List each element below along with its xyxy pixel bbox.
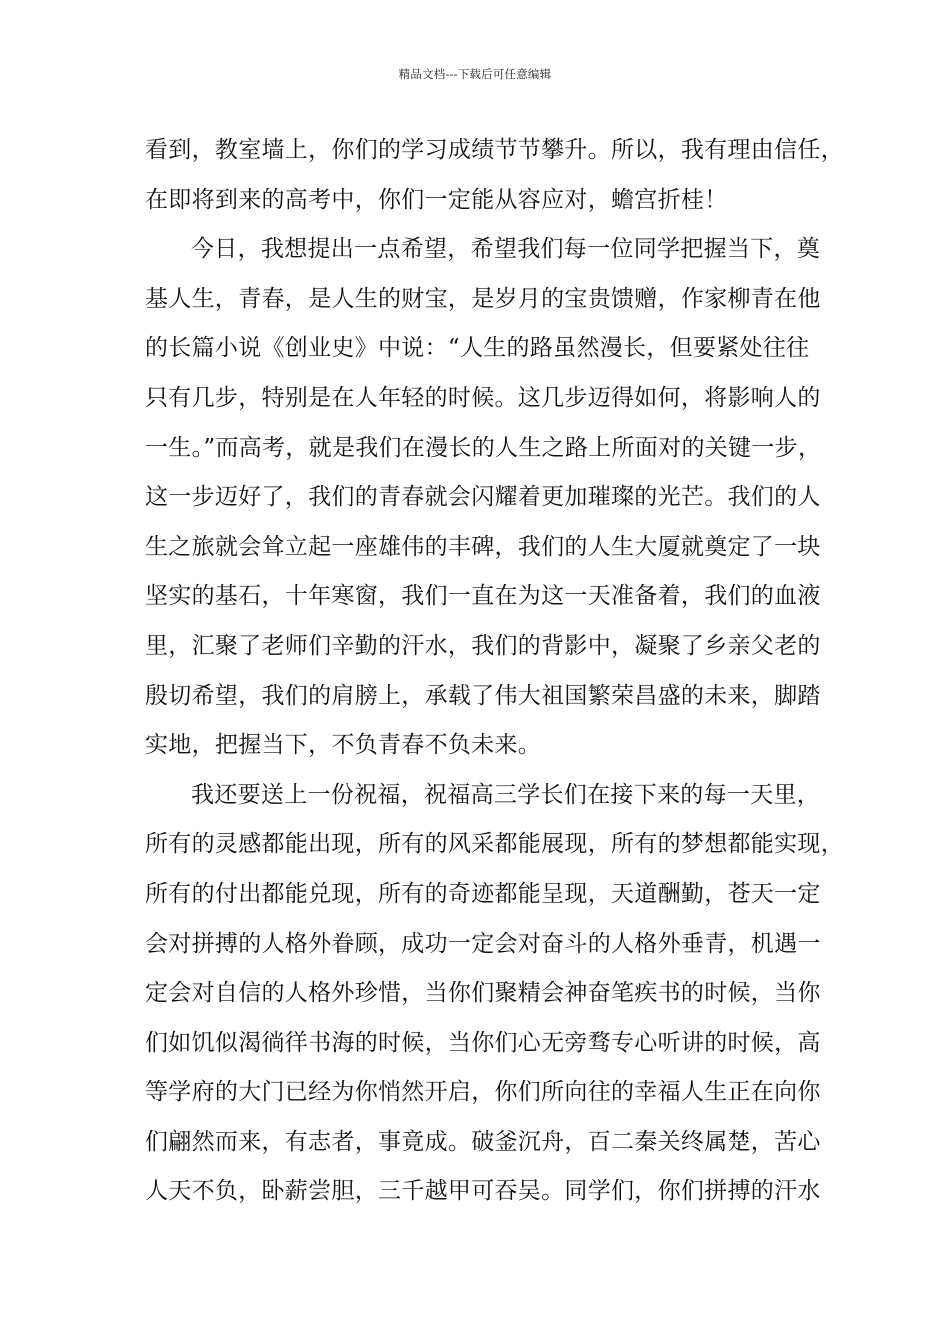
text-line: 生之旅就会耸立起一座雄伟的丰碑，我们的人生大厦就奠定了一块 <box>145 533 821 560</box>
text-line: 们翩然而来，有志者，事竟成。破釜沉舟，百二秦关终属楚，苦心 <box>145 1128 821 1155</box>
text-line: 实地，把握当下，不负青春不负未来。 <box>145 732 542 759</box>
text-line: 殷切希望，我们的肩膀上，承载了伟大祖国繁荣昌盛的未来，脚踏 <box>145 682 821 709</box>
page-header: 精品文档---下载后可任意编辑 <box>398 67 552 81</box>
text-line: 们如饥似渴徜徉书海的时候，当你们心无旁骛专心听讲的时候，高 <box>145 1029 821 1056</box>
paragraph-start-line: 我还要送上一份祝福，祝福高三学长们在接下来的每一天里， <box>191 781 821 808</box>
text-line: 的长篇小说《创业史》中说：“人生的路虽然漫长，但要紧处往往 <box>145 335 810 362</box>
text-line: 看到，教室墙上，你们的学习成绩节节攀升。所以，我有理由信任， <box>145 137 844 163</box>
text-line: 人天不负，卧薪尝胆，三千越甲可吞吴。同学们，你们拼搏的汗水 <box>145 1178 821 1205</box>
text-line: 会对拼搏的人格外眷顾，成功一定会对奋斗的人格外垂青，机遇一 <box>145 930 821 957</box>
paragraph-start-line: 今日，我想提出一点希望，希望我们每一位同学把握当下，奠 <box>191 236 821 263</box>
text-line: 所有的灵感都能出现，所有的风采都能展现，所有的梦想都能实现， <box>145 831 844 858</box>
text-line: 一生。”而高考，就是我们在漫长的人生之路上所面对的关键一步， <box>145 434 822 461</box>
text-line: 在即将到来的高考中，你们一定能从容应对，蟾宫折桂！ <box>145 186 728 213</box>
text-line: 坚实的基石，十年寒窗，我们一直在为这一天准备着，我们的血液 <box>145 583 821 610</box>
text-line: 定会对自信的人格外珍惜，当你们聚精会神奋笔疾书的时候，当你 <box>145 980 821 1007</box>
text-line: 所有的付出都能兑现，所有的奇迹都能呈现，天道酬勤，苍天一定 <box>145 880 821 907</box>
text-line: 基人生，青春，是人生的财宝，是岁月的宝贵馈赠，作家柳青在他 <box>145 285 821 312</box>
text-line: 等学府的大门已经为你悄然开启，你们所向往的幸福人生正在向你 <box>145 1079 821 1106</box>
text-line: 这一步迈好了，我们的青春就会闪耀着更加璀璨的光芒。我们的人 <box>145 484 821 511</box>
document-body <box>145 126 844 1217</box>
text-line: 只有几步，特别是在人年轻的时候。这几步迈得如何，将影响人的 <box>145 384 821 411</box>
text-line: 里，汇聚了老师们辛勤的汗水，我们的背影中，凝聚了乡亲父老的 <box>145 632 821 659</box>
